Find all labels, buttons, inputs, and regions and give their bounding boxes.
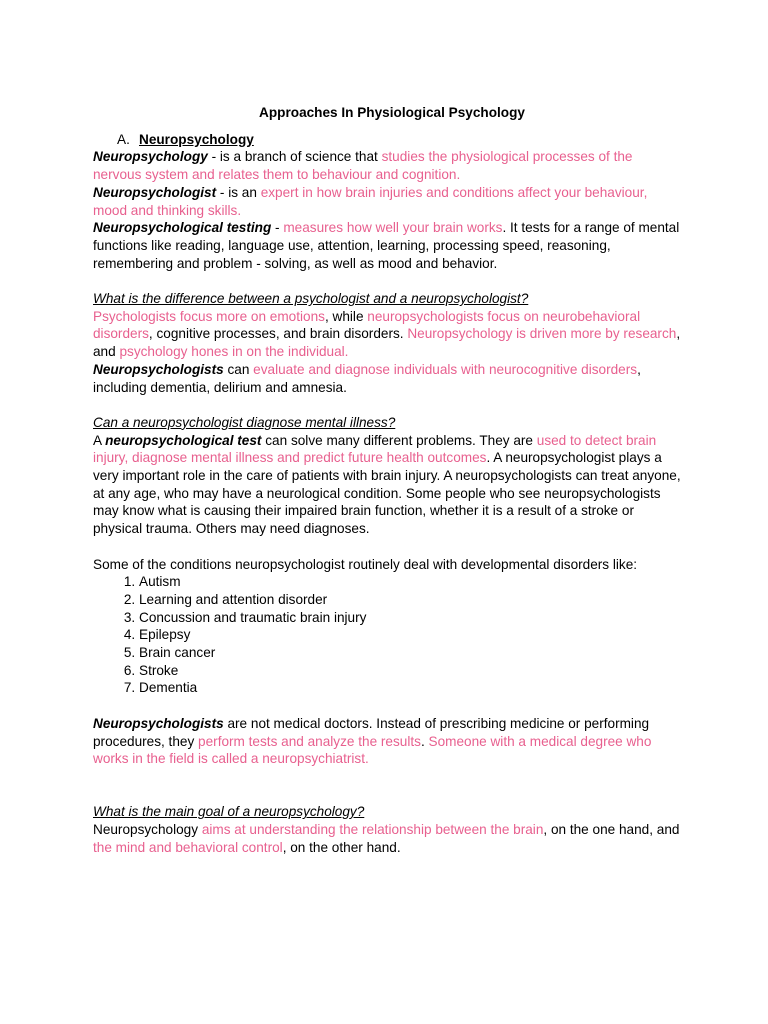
paragraph-gap	[93, 396, 681, 414]
text-span: -	[271, 220, 284, 236]
answer-main-goal	[93, 821, 681, 856]
text-span: - is an	[216, 184, 261, 200]
highlighted-text: measures how well your brain works	[283, 220, 503, 236]
paragraph-gap	[93, 768, 681, 803]
definition-neuropsychology	[93, 148, 681, 183]
question-main-goal: What is the main goal of a neuropsychology?	[93, 804, 365, 820]
text-span: , while	[324, 308, 368, 324]
list-item: 5. Brain cancer	[139, 644, 681, 662]
term: Neuropsychology	[93, 149, 208, 165]
section-heading-text: Neuropsychology	[139, 131, 254, 147]
document-body	[93, 104, 681, 856]
highlighted-text: evaluate and diagnose individuals with neurocognitive disorders	[253, 361, 638, 377]
list-item: 3. Concussion and traumatic brain injury	[139, 609, 681, 627]
highlighted-text: Someone with a medical degree who works in the field is called a neuropsychiatrist.	[93, 733, 652, 767]
answer-difference	[93, 308, 681, 361]
text-span: are not medical doctors. Instead of prescribing medicine or performing procedures, they	[93, 715, 650, 749]
text-span: , and	[93, 326, 681, 360]
text-span: . It tests for a range of mental functions like reading, language use, attention, learning, processing speed, reasoning, remembering and problem - solving, as well as mood and behavior.	[93, 220, 680, 271]
document-title: Approaches In Physiological Psychology	[259, 105, 525, 120]
not-medical-doctors	[93, 715, 681, 768]
section-heading	[117, 131, 681, 149]
list-item: 6. Stroke	[139, 662, 681, 680]
list-item: 7. Dementia	[139, 679, 681, 697]
term: Neuropsychologists	[93, 715, 224, 731]
text-span: , on the other hand.	[282, 839, 401, 855]
section-marker: A.	[117, 131, 130, 147]
highlighted-text: studies the physiological processes of the nervous system and relates them to behaviour and cognition.	[93, 149, 633, 183]
text-span: , on the one hand, and	[543, 822, 680, 838]
question-difference: What is the difference between a psychologist and a neuropsychologist?	[93, 291, 529, 307]
term: neuropsychological test	[105, 432, 262, 448]
highlighted-text: used to detect brain injury, diagnose mental illness and predict future health outcomes	[93, 432, 657, 466]
highlighted-text: Neuropsychology is driven more by research	[407, 326, 677, 342]
paragraph-gap	[93, 538, 681, 556]
highlighted-text: aims at understanding the relationship between the brain	[201, 822, 544, 838]
text-span: A	[93, 432, 106, 448]
term: Neuropsychological testing	[93, 220, 272, 236]
list-item: 4. Epilepsy	[139, 626, 681, 644]
paragraph-gap	[93, 697, 681, 715]
text-span: can solve many different problems. They are	[261, 432, 537, 448]
definition-neuropsychologist	[93, 184, 681, 219]
highlighted-text: neuropsychologists focus on neurobehavioral disorders	[93, 308, 641, 342]
paragraph-gap	[93, 272, 681, 290]
text-span: - is a branch of science that	[207, 149, 382, 165]
text-span: Neuropsychology	[93, 822, 202, 838]
text-span: can	[223, 361, 254, 377]
term: Neuropsychologists	[93, 361, 224, 377]
text-span: .	[420, 733, 429, 749]
text-span: . A neuropsychologist plays a very important role in the care of patients with brain injury. A neuropsychologists can treat anyone, at any age, who may have a neurological condition. Some people who see neuropsychologists may know what is causing their impaired brain function, whether it is a result of a stroke or physical trauma. Others may need diagnoses.	[93, 450, 681, 537]
conditions-list	[93, 573, 681, 697]
answer-mental-illness	[93, 432, 681, 538]
highlighted-text: expert in how brain injuries and conditions affect your behaviour, mood and thinking skills.	[93, 184, 648, 218]
highlighted-text: perform tests and analyze the results	[198, 733, 421, 749]
answer-neuropsychologists-role	[93, 361, 681, 396]
definition-neuropsychological-testing	[93, 219, 681, 272]
term: Neuropsychologist	[93, 184, 217, 200]
conditions-intro: Some of the conditions neuropsychologist routinely deal with developmental disorders like:	[93, 556, 638, 572]
list-item: 2. Learning and attention disorder	[139, 591, 681, 609]
list-item: 1. Autism	[139, 573, 681, 591]
highlighted-text: psychology hones in on the individual.	[119, 344, 349, 360]
text-span: , cognitive processes, and brain disorders.	[148, 326, 408, 342]
text-span: , including dementia, delirium and amnesia.	[93, 361, 641, 395]
highlighted-text: Psychologists focus more on emotions	[93, 308, 325, 324]
question-mental-illness: Can a neuropsychologist diagnose mental illness?	[93, 414, 396, 430]
highlighted-text: the mind and behavioral control	[93, 839, 283, 855]
